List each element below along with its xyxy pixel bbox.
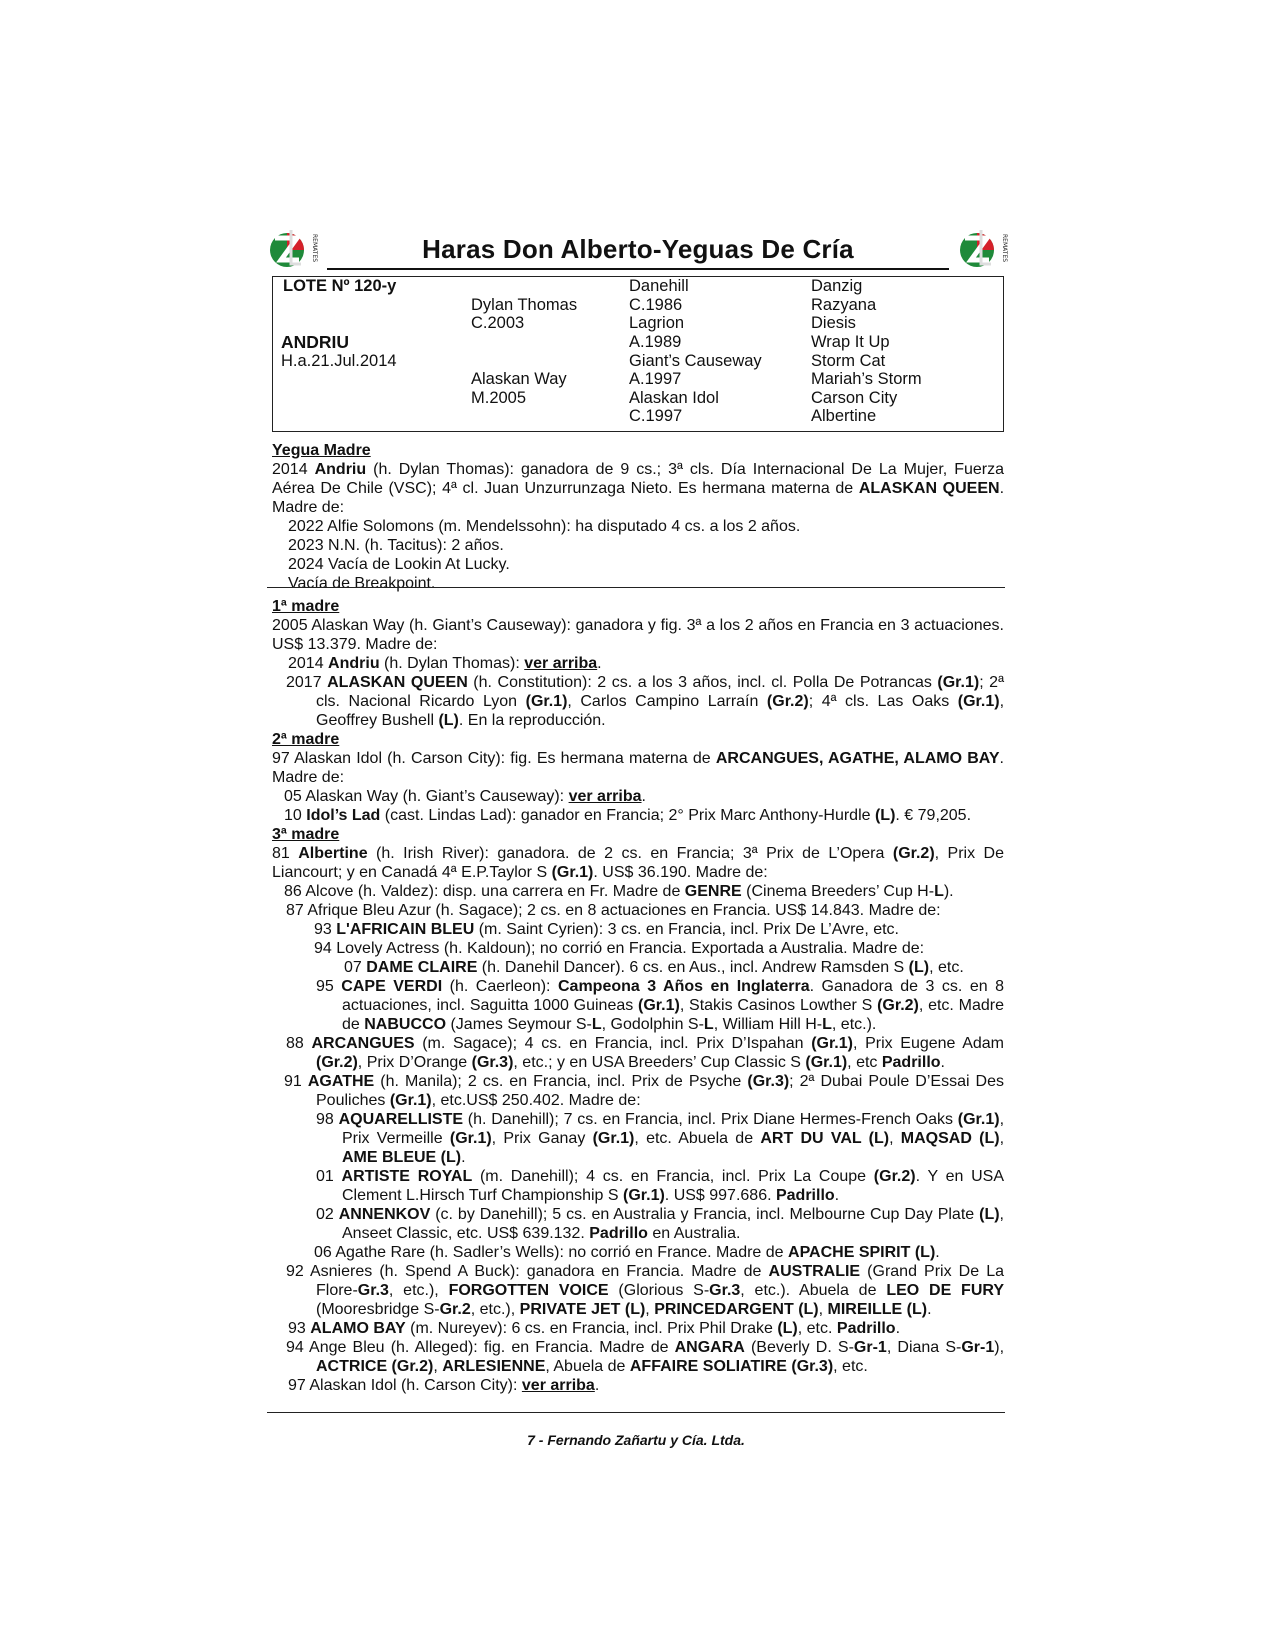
- dam-year: M.2005: [471, 389, 527, 407]
- list-item: 97 Alaskan Idol (h. Carson City): ver arriba.: [288, 1377, 600, 1394]
- section-title: 3ª madre: [272, 826, 340, 843]
- granddam-2: Alaskan Idol: [629, 389, 719, 407]
- list-item: 10 Idol’s Lad (cast. Lindas Lad): ganador en Francia; 2° Prix Marc Anthony-Hurdle (L). € 79,205.: [284, 807, 972, 824]
- granddam-2-year: C.1997: [629, 407, 683, 425]
- ancestor-6: Mariah’s Storm: [811, 370, 922, 388]
- list-item: 2017 ALASKAN QUEEN (h. Constitution): 2 cs. a los 3 años, incl. cl. Polla De Potrancas (Gr.1); 2ª cls. Nacional Ricardo Lyon (Gr.1), Carlos Campino Larraín (Gr.2); 4ª cls. Las Oaks (Gr.1), Geoffrey Bushell (L). En la reproducción.: [286, 674, 1005, 729]
- list-item: 2023 N.N. (h. Tacitus): 2 años.: [288, 537, 504, 554]
- list-item: 93 L'AFRICAIN BLEU (m. Saint Cyrien): 3 cs. en Francia, incl. Prix De L’Avre, etc.: [314, 921, 899, 938]
- list-item: 88 ARCANGUES (m. Sagace); 4 cs. en Francia, incl. Prix D’Ispahan (Gr.1), Prix Eugene Adam (Gr.2), Prix D’Orange (Gr.3), etc.; y en USA Breeders’ Cup Classic S (Gr.1), etc Padrillo.: [286, 1035, 1005, 1071]
- section-yegua-madre: [272, 441, 1004, 593]
- page-title: Haras Don Alberto-Yeguas De Cría: [422, 234, 854, 264]
- dam-paragraph: 81 Albertine (h. Irish River): ganadora. de 2 cs. en Francia; 3ª Prix de L’Opera (Gr.2), Prix De Liancourt; y en Canadá 4ª E.P.Taylor S (Gr.1). US$ 36.190. Madre de:: [272, 845, 1005, 881]
- dam-name: Alaskan Way: [471, 370, 567, 388]
- list-item: 94 Ange Bleu (h. Alleged): fig. en Francia. Madre de ANGARA (Beverly D. S-Gr-1, Diana S-Gr-1), ACTRICE (Gr.2), ARLESIENNE, Abuela de AFFAIRE SOLIATIRE (Gr.3), etc.: [286, 1339, 1005, 1375]
- horse-name: ANDRIU: [281, 332, 350, 352]
- ancestor-5: Storm Cat: [811, 352, 886, 370]
- granddam-1-year: A.1989: [629, 333, 682, 351]
- list-item: 94 Lovely Actress (h. Kaldoun); no corrió en Francia. Exportada a Australia. Madre de:: [314, 940, 925, 957]
- grandsire-2-year: A.1997: [629, 370, 682, 388]
- list-item: 86 Alcove (h. Valdez): disp. una carrera en Fr. Madre de GENRE (Cinema Breeders’ Cup H-L).: [284, 883, 954, 900]
- list-item: 92 Asnieres (h. Spend A Buck): ganadora en Francia. Madre de AUSTRALIE (Grand Prix De La Flore-Gr.3, etc.), FORGOTTEN VOICE (Glorious S-Gr.3, etc.). Abuela de LEO DE FURY (Mooresbridge S-Gr.2, etc.), PRIVATE JET (L), PRINCEDARGENT (L), MIREILLE (L).: [286, 1263, 1005, 1318]
- list-item: Vacía de Breakpoint.: [288, 575, 436, 592]
- ancestor-3: Diesis: [811, 314, 856, 332]
- section-title: Yegua Madre: [272, 442, 371, 459]
- page-header: [267, 224, 1009, 272]
- sire-name: Dylan Thomas: [471, 296, 578, 314]
- ancestor-2: Razyana: [811, 296, 877, 314]
- svg-text:REMATES: REMATES: [311, 234, 318, 263]
- section-first-dam: [272, 597, 1004, 1395]
- list-item: 2024 Vacía de Lookin At Lucky.: [288, 556, 510, 573]
- ancestor-4: Wrap It Up: [811, 333, 890, 351]
- ver-arriba-link: ver arriba: [524, 655, 598, 672]
- ancestor-8: Albertine: [811, 407, 877, 425]
- list-item: 87 Afrique Bleu Azur (h. Sagace); 2 cs. en 8 actuaciones en Francia. US$ 14.843. Madre de:: [286, 902, 941, 919]
- list-item: 95 CAPE VERDI (h. Caerleon): Campeona 3 Años en Inglaterra. Ganadora de 3 cs. en 8 actuaciones, incl. Saguitta 1000 Guineas (Gr.1), Stakis Casinos Lowther S (Gr.2), etc. Madre de NABUCCO (James Seymour S-L, Godolphin S-L, William Hill H-L, etc.).: [316, 978, 1004, 1033]
- ancestor-7: Carson City: [811, 389, 898, 407]
- ver-arriba-link: ver arriba: [521, 1377, 595, 1394]
- footer-divider: [267, 1412, 1005, 1413]
- list-item: 93 ALAMO BAY (m. Nureyev): 6 cs. en Francia, incl. Prix Phil Drake (L), etc. Padrillo.: [288, 1320, 901, 1337]
- ancestor-1: Danzig: [811, 277, 863, 295]
- section-divider: [267, 587, 1005, 588]
- ver-arriba-link: ver arriba: [568, 788, 642, 805]
- list-item: 07 DAME CLAIRE (h. Danehil Dancer). 6 cs. en Aus., incl. Andrew Ramsden S (L), etc.: [344, 959, 964, 976]
- list-item: 2014 Andriu (h. Dylan Thomas): ver arriba.: [288, 655, 602, 672]
- lot-number: LOTE Nº 120-y: [283, 277, 397, 295]
- svg-text:REMATES: REMATES: [1001, 234, 1008, 263]
- list-item: 06 Agathe Rare (h. Sadler’s Wells): no corrió en France. Madre de APACHE SPIRIT (L).: [314, 1244, 940, 1261]
- grandsire-1-year: C.1986: [629, 296, 683, 314]
- sire-year: C.2003: [471, 314, 525, 332]
- list-item: 01 ARTISTE ROYAL (m. Danehill); 4 cs. en Francia, incl. Prix La Coupe (Gr.2). Y en USA Clement L.Hirsch Turf Championship S (Gr.1). US$ 997.686. Padrillo.: [316, 1168, 1005, 1204]
- grandsire-1: Danehill: [629, 277, 689, 295]
- dam-paragraph: 97 Alaskan Idol (h. Carson City): fig. Es hermana materna de ARCANGUES, AGATHE, ALAMO BAY. Madre de:: [272, 750, 1004, 786]
- zl-remates-logo-right: [957, 224, 1009, 272]
- zl-remates-logo: [267, 224, 319, 272]
- list-item: 91 AGATHE (h. Manila); 2 cs. en Francia, incl. Prix de Psyche (Gr.3); 2ª Dubai Poule D’Essai Des Pouliches (Gr.1), etc.US$ 250.402. Madre de:: [284, 1073, 1005, 1109]
- list-item: 02 ANNENKOV (c. by Danehill); 5 cs. en Australia y Francia, incl. Melbourne Cup Day Plate (L), Anseet Classic, etc. US$ 639.132. Padrillo en Australia.: [316, 1206, 1004, 1242]
- header-rule: [327, 268, 949, 270]
- list-item: 2022 Alfie Solomons (m. Mendelssohn): ha disputado 4 cs. a los 2 años.: [288, 518, 801, 535]
- section-title: 2ª madre: [272, 731, 340, 748]
- mare-paragraph: 2014 Andriu (h. Dylan Thomas): ganadora de 9 cs.; 3ª cls. Día Internacional De La Mujer, Fuerza Aérea De Chile (VSC); 4ª cl. Juan Unzurrunzaga Nieto. Es hermana materna de ALASKAN QUEEN. Madre de:: [272, 461, 1005, 516]
- page-footer: 7 - Fernando Zañartu y Cía. Ltda.: [527, 1432, 745, 1448]
- dam-paragraph: 2005 Alaskan Way (h. Giant’s Causeway): ganadora y fig. 3ª a los 2 años en Francia en 3 actuaciones. US$ 13.379. Madre de:: [272, 617, 1004, 653]
- section-title: 1ª madre: [272, 598, 340, 615]
- list-item: 05 Alaskan Way (h. Giant’s Causeway): ver arriba.: [284, 788, 646, 805]
- horse-birth: H.a.21.Jul.2014: [281, 352, 397, 370]
- granddam-1: Lagrion: [629, 314, 685, 332]
- pedigree-table: [272, 276, 1004, 432]
- list-item: 98 AQUARELLISTE (h. Danehill); 7 cs. en Francia, incl. Prix Diane Hermes-French Oaks (Gr.1), Prix Vermeille (Gr.1), Prix Ganay (Gr.1), etc. Abuela de ART DU VAL (L), MAQSAD (L), AME BLEUE (L).: [316, 1111, 1005, 1166]
- grandsire-2: Giant’s Causeway: [629, 352, 762, 370]
